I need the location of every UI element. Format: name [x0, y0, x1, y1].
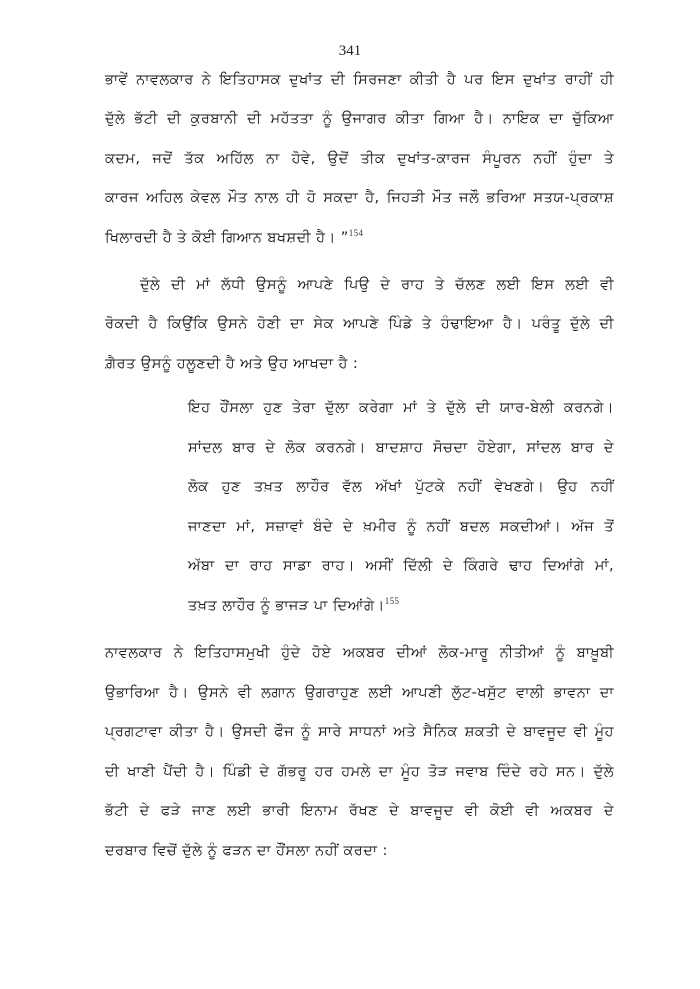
paragraph-line: ਰੋਕਦੀ ਹੈ ਕਿਉਂਕਿ ਉਸਨੇ ਹੋਣੀ ਦਾ ਸੇਕ ਆਪਣੇ ਪਿੰਡੇ ਤੇ ਹੰਢਾਇਆ ਹੈ। ਪਰੰਤੂ ਦੁੱਲੇ ਦੀ: [105, 315, 614, 332]
paragraph-line: ਦੀ ਖਾਣੀ ਪੈਂਦੀ ਹੈ। ਪਿੰਡੀ ਦੇ ਗੱਭਰੂ ਹਰ ਹਮਲੇ ਦਾ ਮੂੰਹ ਤੋੜ ਜਵਾਬ ਦਿੰਦੇ ਰਹੇ ਸਨ। ਦੁੱਲੇ: [105, 763, 614, 780]
footnote-marker[interactable]: 155: [384, 596, 400, 606]
paragraph-line: ਦੁੱਲੇ ਭੱਟੀ ਦੀ ਕੁਰਬਾਨੀ ਦੀ ਮਹੱਤਤਾ ਨੂੰ ਉਜਾਗਰ ਕੀਤਾ ਗਿਆ ਹੈ। ਨਾਇਕ ਦਾ ਚੁੱਕਿਆ: [105, 110, 614, 127]
footnote-marker[interactable]: 154: [348, 228, 364, 238]
paragraph-line: ਭੱਟੀ ਦੇ ਫੜੇ ਜਾਣ ਲਈ ਭਾਰੀ ਇਨਾਮ ਰੱਖਣ ਦੇ ਬਾਵਜੂਦ ਵੀ ਕੋਈ ਵੀ ਅਕਬਰ ਦੇ: [105, 802, 614, 819]
paragraph-line-last: ਗ਼ੈਰਤ ਉਸਨੂੰ ਹਲੂਣਦੀ ਹੈ ਅਤੇ ਉਹ ਆਖਦਾ ਹੈ :: [105, 355, 359, 372]
quote-text: ਤਖ਼ਤ ਲਾਹੌਰ ਨੂੰ ਭਾਜੜ ਪਾ ਦਿਆਂਗੇ।: [188, 597, 385, 614]
paragraph-line: ਭਾਵੇਂ ਨਾਵਲਕਾਰ ਨੇ ਇਤਿਹਾਸਕ ਦੁਖਾਂਤ ਦੀ ਸਿਰਜਣਾ ਕੀਤੀ ਹੈ ਪਰ ਇਸ ਦੁਖਾਂਤ ਰਾਹੀਂ ਹੀ: [105, 71, 614, 88]
paragraph-line: ਉਭਾਰਿਆ ਹੈ। ਉਸਨੇ ਵੀ ਲਗਾਨ ਉਗਰਾਹੁਣ ਲਈ ਆਪਣੀ ਲੁੱਟ-ਖਸੁੱਟ ਵਾਲੀ ਭਾਵਨਾ ਦਾ: [105, 684, 614, 701]
quote-line: ਇਹ ਹੌਂਸਲਾ ਹੁਣ ਤੇਰਾ ਦੁੱਲਾ ਕਰੇਗਾ ਮਾਂ ਤੇ ਦੁੱਲੇ ਦੀ ਯਾਰ-ਬੇਲੀ ਕਰਨਗੇ।: [188, 399, 614, 416]
quote-line: ਸਾਂਦਲ ਬਾਰ ਦੇ ਲੋਕ ਕਰਨਗੇ। ਬਾਦਸ਼ਾਹ ਸੋਚਦਾ ਹੋਏਗਾ, ਸਾਂਦਲ ਬਾਰ ਦੇ: [188, 439, 614, 456]
paragraph-line: ਪ੍ਰਗਟਾਵਾ ਕੀਤਾ ਹੈ। ਉਸਦੀ ਫੌਜ ਨੂੰ ਸਾਰੇ ਸਾਧਨਾਂ ਅਤੇ ਸੈਨਿਕ ਸ਼ਕਤੀ ਦੇ ਬਾਵਜੂਦ ਵੀ ਮੂੰਹ: [105, 723, 614, 740]
paragraph-line: ਕਦਮ, ਜਦੋਂ ਤੱਕ ਅਹਿੱਲ ਨਾ ਹੋਵੇ, ਉਦੋਂ ਤੀਕ ਦੁਖਾਂਤ-ਕਾਰਜ ਸੰਪੂਰਨ ਨਹੀਂ ਹੁੰਦਾ ਤੇ: [105, 150, 614, 167]
paragraph-text: ਖਿਲਾਰਦੀ ਹੈ ਤੇ ਕੋਈ ਗਿਆਨ ਬਖਸ਼ਦੀ ਹੈ। ”: [105, 229, 349, 246]
paragraph-line: ਦੁੱਲੇ ਦੀ ਮਾਂ ਲੱਧੀ ਉਸਨੂੰ ਆਪਣੇ ਪਿਉ ਦੇ ਰਾਹ ਤੇ ਚੱਲਣ ਲਈ ਇਸ ਲਈ ਵੀ: [140, 276, 614, 293]
quote-line-last: [188, 596, 614, 616]
page-number: 341: [338, 43, 362, 59]
quote-line: ਜਾਣਦਾ ਮਾਂ, ਸਜ਼ਾਵਾਂ ਬੰਦੇ ਦੇ ਖ਼ਮੀਰ ਨੂੰ ਨਹੀਂ ਬਦਲ ਸਕਦੀਆਂ। ਅੱਜ ਤੋਂ: [188, 518, 614, 535]
paragraph-line: ਕਾਰਜ ਅਹਿਲ ਕੇਵਲ ਮੌਤ ਨਾਲ ਹੀ ਹੋ ਸਕਦਾ ਹੈ, ਜਿਹੜੀ ਮੌਤ ਜਲੌ ਭਰਿਆ ਸਤਯ-ਪ੍ਰਕਾਸ਼: [105, 189, 614, 206]
paragraph-line-last: ਦਰਬਾਰ ਵਿਚੋਂ ਦੁੱਲੇ ਨੂੰ ਫੜਨ ਦਾ ਹੌਂਸਲਾ ਨਹੀਂ ਕਰਦਾ :: [105, 842, 388, 859]
paragraph-line-last: [105, 228, 614, 248]
quote-line: ਅੱਬਾ ਦਾ ਰਾਹ ਸਾਡਾ ਰਾਹ। ਅਸੀਂ ਦਿੱਲੀ ਦੇ ਕਿੰਗਰੇ ਢਾਹ ਦਿਆਂਗੇ ਮਾਂ,: [188, 557, 614, 574]
quote-line: ਲੋਕ ਹੁਣ ਤਖ਼ਤ ਲਾਹੌਰ ਵੱਲ ਅੱਖਾਂ ਪੁੱਟਕੇ ਨਹੀਂ ਵੇਖਣਗੇ। ਉਹ ਨਹੀਂ: [188, 478, 614, 495]
paragraph-line: ਨਾਵਲਕਾਰ ਨੇ ਇਤਿਹਾਸਮੁਖੀ ਹੁੰਦੇ ਹੋਏ ਅਕਬਰ ਦੀਆਂ ਲੋਕ-ਮਾਰੂ ਨੀਤੀਆਂ ਨੂੰ ਬਾਖ਼ੂਬੀ: [105, 644, 614, 661]
